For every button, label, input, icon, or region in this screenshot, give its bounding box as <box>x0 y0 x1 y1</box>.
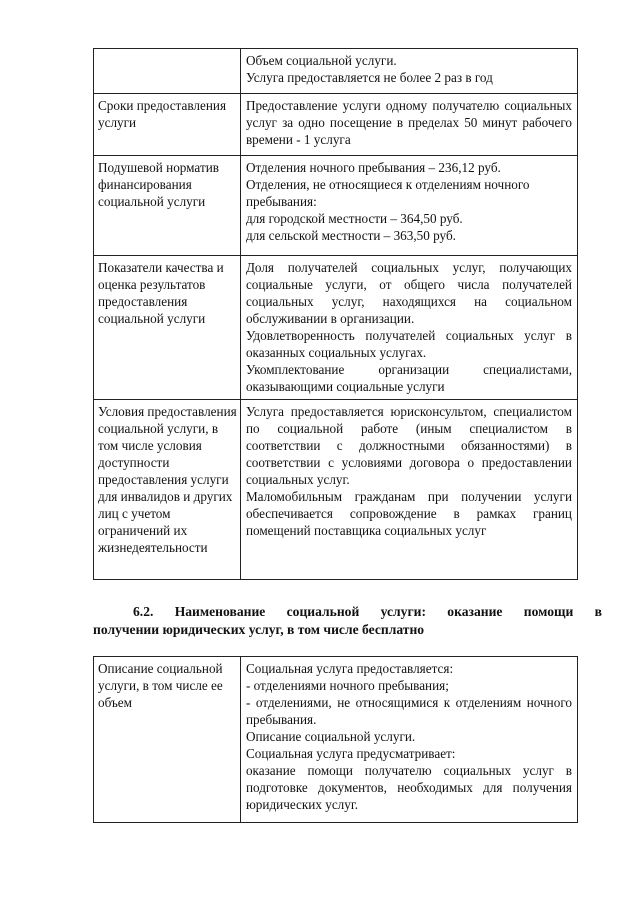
content-paragraph: для городской местности – 364,50 руб. <box>245 211 463 226</box>
row-label: Описание социальной услуги, в том числе ее объем <box>94 657 241 823</box>
content-paragraph: Отделения ночного пребывания – 236,12 руб. <box>245 160 501 175</box>
section-heading-line2: получении юридических услуг, в том числе бесплатно <box>93 622 425 637</box>
row-content <box>240 657 577 823</box>
row-content <box>240 256 577 400</box>
service-table-2 <box>93 656 578 823</box>
content-paragraph: Социальная услуга предусматривает: <box>245 746 456 761</box>
table-row <box>94 156 578 256</box>
content-paragraph: Предоставление услуги одному получателю социальных услуг за одно посещение в пределах 50 минут рабочего времени - 1 услуга <box>245 98 572 147</box>
content-paragraph: Услуга предоставляется юрисконсультом, специалистом по социальной работе (иным специалистом в соответствии с должностными обязанностями) в соответствии с условиями договора о предоставлении социальных услуг. <box>245 404 572 487</box>
content-paragraph: Укомплектование организации специалистами, оказывающими социальные услуги <box>245 362 572 394</box>
content-paragraph: Удовлетворенность получателей социальных услуг в оказанных социальных услугах. <box>245 328 572 360</box>
service-table-1 <box>93 48 578 580</box>
content-paragraph: - отделениями ночного пребывания; <box>245 678 449 693</box>
row-label: Подушевой норматив финансирования социальной услуги <box>94 156 241 256</box>
heading-word: услуги: <box>380 604 426 619</box>
content-paragraph: Маломобильным гражданам при получении услуги обеспечивается сопровождение в рамках границ помещений поставщика социальных услуг <box>245 489 572 538</box>
heading-word: социальной <box>286 604 360 619</box>
content-paragraph: Отделения, не относящиеся к отделениям ночного пребывания: <box>245 177 530 209</box>
section-heading-line1 <box>93 603 602 621</box>
heading-word: помощи <box>523 604 574 619</box>
row-label <box>94 49 241 94</box>
table-row <box>94 657 578 823</box>
row-content <box>240 400 577 580</box>
heading-word: оказание <box>447 604 503 619</box>
row-content <box>240 94 577 156</box>
heading-word: 6.2. <box>133 604 154 619</box>
row-label: Условия предоставления социальной услуги, в том числе условия доступности предоставления услуги для инвалидов и других лиц с учетом ограничений их жизнедеятельности <box>94 400 241 580</box>
table-row <box>94 49 578 94</box>
heading-word: в <box>594 604 602 619</box>
content-paragraph: Социальная услуга предоставляется: <box>245 661 454 676</box>
row-label: Сроки предоставления услуги <box>94 94 241 156</box>
content-paragraph: Описание социальной услуги. <box>245 729 416 744</box>
content-paragraph: Объем социальной услуги. <box>245 53 397 68</box>
row-content <box>240 49 577 94</box>
content-paragraph: Услуга предоставляется не более 2 раз в год <box>245 70 493 85</box>
content-paragraph: оказание помощи получателю социальных услуг в подготовке документов, необходимых для получения юридических услуг. <box>245 763 572 812</box>
table-row <box>94 400 578 580</box>
content-paragraph: - отделениями, не относящимися к отделениям ночного пребывания. <box>245 695 572 727</box>
section-heading <box>93 603 602 639</box>
content-paragraph: Доля получателей социальных услуг, получающих социальные услуги, от общего числа получателей социальных услуг, находящихся на социальном обслуживании в организации. <box>245 260 572 326</box>
heading-word: Наименование <box>174 604 266 619</box>
table-row <box>94 256 578 400</box>
row-label: Показатели качества и оценка результатов предоставления социальной услуги <box>94 256 241 400</box>
content-paragraph: для сельской местности – 363,50 руб. <box>245 228 456 243</box>
row-content <box>240 156 577 256</box>
table-row <box>94 94 578 156</box>
